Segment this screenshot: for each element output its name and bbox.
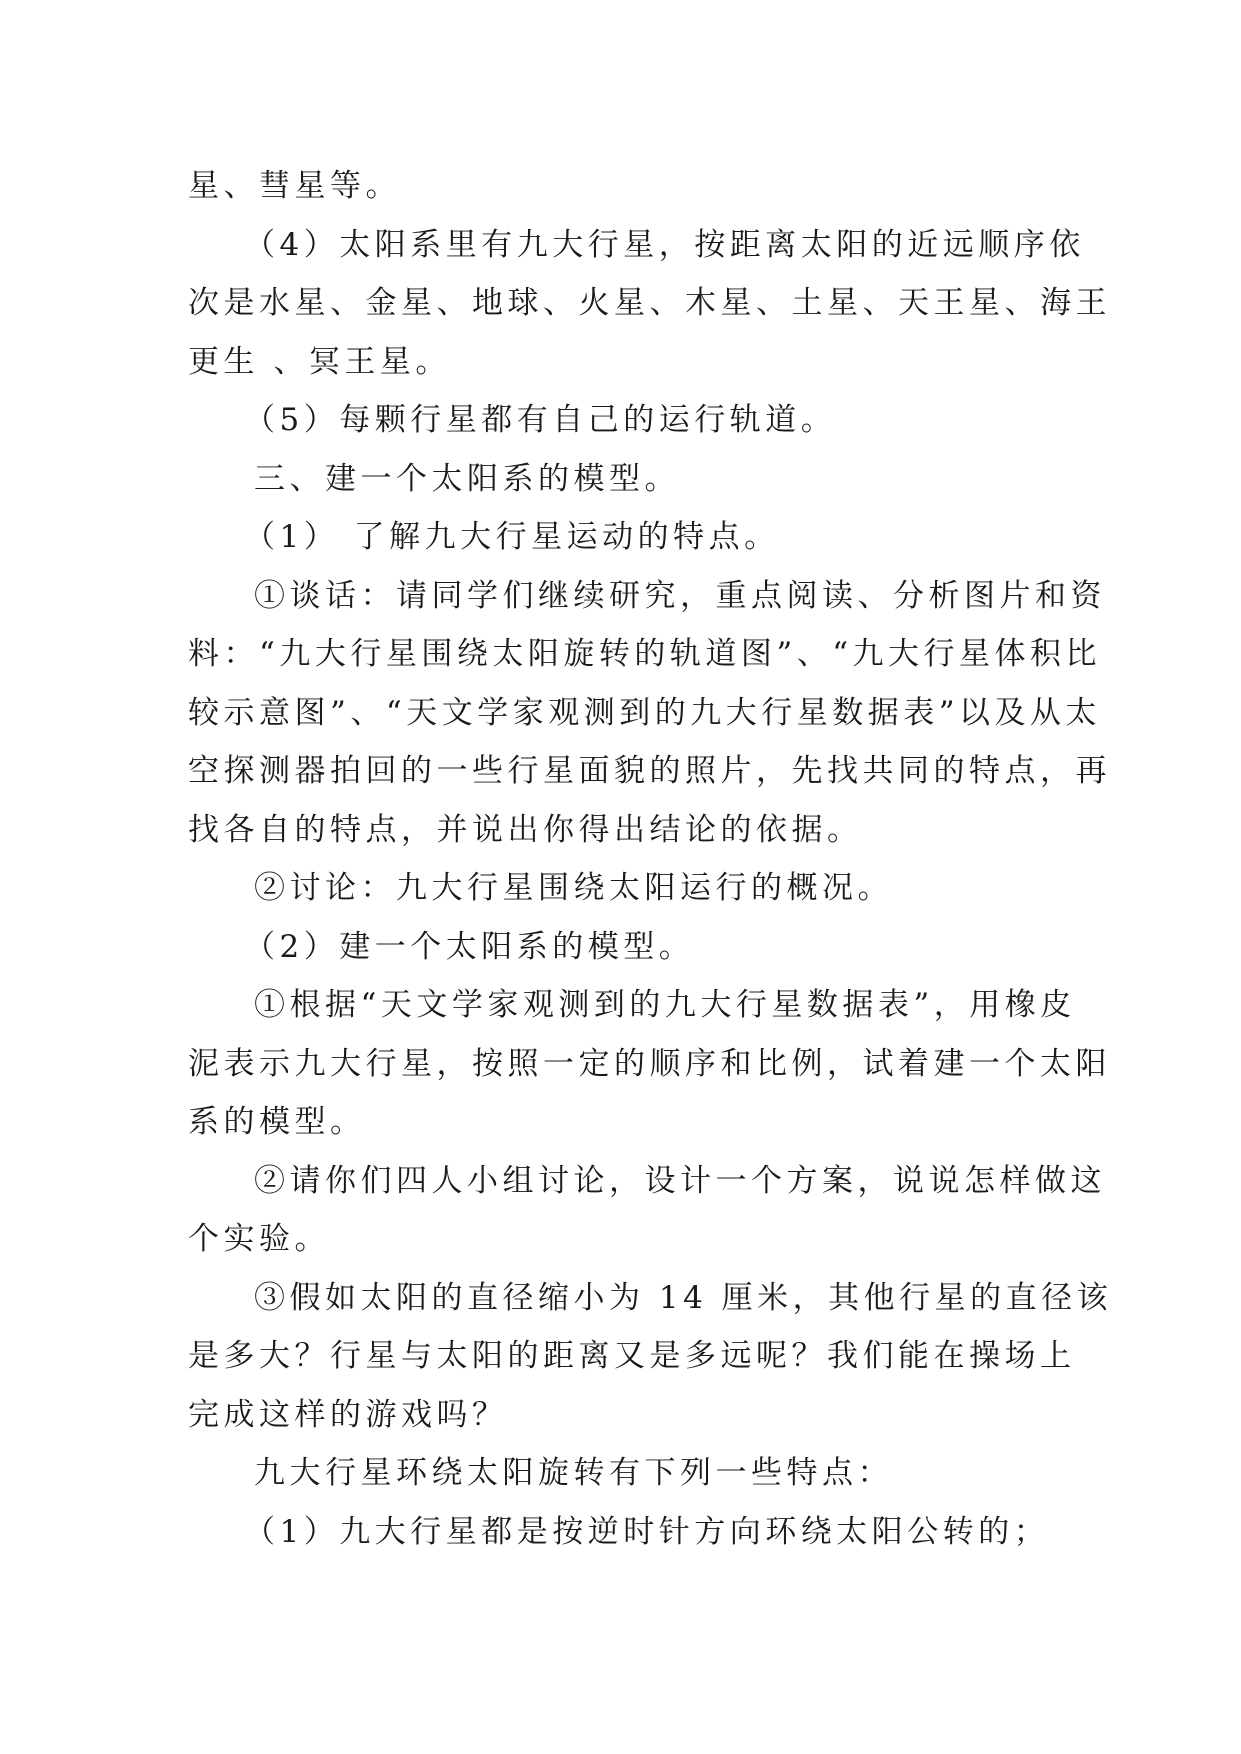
text-line: （5）每颗行星都有自己的运行轨道。 bbox=[244, 402, 837, 438]
text-line: 较示意图”、“天文学家观测到的九大行星数据表”以及从太 bbox=[188, 694, 1102, 731]
text-line: ①谈话：请同学们继续研究，重点阅读、分析图片和资 bbox=[254, 577, 1106, 614]
section-heading: 三、建一个太阳系的模型。 bbox=[254, 460, 680, 497]
text-line: （4）太阳系里有九大行星，按距离太阳的近远顺序依 bbox=[244, 226, 1085, 263]
text-line: （1）九大行星都是按逆时针方向环绕太阳公转的； bbox=[244, 1513, 1050, 1550]
text-line: 个实验。 bbox=[188, 1221, 330, 1257]
text-line: 泥表示九大行星，按照一定的顺序和比例，试着建一个太阳 bbox=[188, 1045, 1111, 1082]
text-line: ②讨论：九大行星围绕太阳运行的概况。 bbox=[254, 870, 893, 906]
text-line: （1） 了解九大行星运动的特点。 bbox=[244, 519, 780, 555]
text-line: （2）建一个太阳系的模型。 bbox=[244, 928, 695, 965]
text-line: 系的模型。 bbox=[188, 1104, 366, 1140]
text-line: ①根据“天文学家观测到的九大行星数据表”，用橡皮 bbox=[254, 987, 1076, 1023]
text-line: 次是水星、金星、地球、火星、木星、土星、天王星、海王 bbox=[188, 285, 1111, 321]
text-line: ②请你们四人小组讨论，设计一个方案，说说怎样做这 bbox=[254, 1162, 1106, 1199]
text-line: 料：“九大行星围绕太阳旋转的轨道图”、“九大行星体积比 bbox=[188, 636, 1102, 672]
text-line: 找各自的特点，并说出你得出结论的依据。 bbox=[188, 811, 863, 848]
text-line: 是多大？行星与太阳的距离又是多远呢？我们能在操场上 bbox=[188, 1338, 1076, 1374]
text-line: 完成这样的游戏吗？ bbox=[188, 1396, 508, 1433]
text-line: 空探测器拍回的一些行星面貌的照片，先找共同的特点，再 bbox=[188, 753, 1111, 789]
text-line: 九大行星环绕太阳旋转有下列一些特点： bbox=[254, 1455, 893, 1491]
document-page bbox=[188, 157, 1113, 1561]
text-line: 星、彗星等。 bbox=[188, 168, 401, 204]
text-line: ③假如太阳的直径缩小为 14 厘米，其他行星的直径该 bbox=[254, 1279, 1113, 1316]
text-line: 更生 、冥王星。 bbox=[188, 343, 451, 380]
